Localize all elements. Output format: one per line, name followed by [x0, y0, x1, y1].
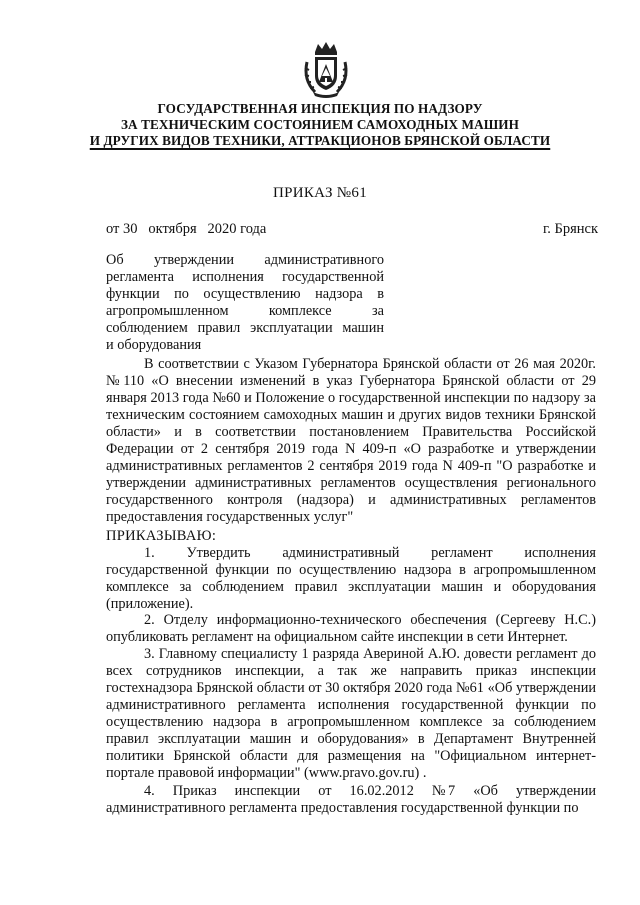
- order-item-4: 4. Приказ инспекции от 16.02.2012 №7 «Об утверждении административного регламента предоставления государственной функции по: [106, 783, 600, 816]
- organization-name-line-1: ГОСУДАРСТВЕННАЯ ИНСПЕКЦИЯ ПО НАДЗОРУ: [157, 101, 483, 116]
- order-subject-text: Об утверждении административного регламента исполнения государственной функции по осуществлению надзора в агропромышленном комплексе за соблюдением правил эксплуатации машин: [106, 252, 384, 336]
- order-subject-last-line: и оборудования: [106, 336, 202, 353]
- order-city: г. Брянск: [542, 221, 598, 237]
- order-item-3: 3. Главному специалисту 1 разряда Авериной А.Ю. довести регламент до всех сотрудников инспекции, а так же направить приказ инспекции гостехнадзора Брянской области от 30 октября 2020 года №61 «Об утверждении административного регламента исполнения государственной функции по осуществлению надзора в агропромышленном комплексе за соблюдением правил эксплуатации машин и оборудования» в Департамент Внутренней политики Брянской области для размещения на "Официальном интернет-портале правовой информации" (www.pravo.gov.ru) .: [106, 646, 596, 781]
- order-title: ПРИКАЗ №61: [272, 185, 368, 201]
- order-item-2: 2. Отделу информационно-технического обеспечения (Сергееву Н.С.) опубликовать регламент на официальном сайте инспекции в сети Интернет.: [106, 612, 596, 645]
- bryansk-coat-of-arms-icon: [301, 40, 351, 98]
- preamble-paragraph: В соответствии с Указом Губернатора Брянской области от 26 мая 2020г. №110 «О внесении изменений в указ Губернатора Брянской области от 29 января 2013 года №60 и Положение о государственной инспекции по надзору за техническим состоянием самоходных машин и других видов техники Брянской области» и в соответствии постановлением Правительства Российской Федерации от 2 сентября 2019 года N 409-п «О разработке и утверждении административных регламентов 2 сентября 2019 года N 409-п "О разработке и утверждении административных регламентов осуществления регионального государственного контроля (надзора) и административных регламентов предоставления государственных услуг": [106, 356, 596, 525]
- order-item-1: 1. Утвердить административный регламент исполнения государственной функции по осуществлению надзора в агропромышленном комплексе за соблюдением правил эксплуатации машин и оборудования (приложение).: [106, 545, 600, 612]
- order-subject: [106, 252, 384, 353]
- organization-name-line-2: ЗА ТЕХНИЧЕСКИМ СОСТОЯНИЕМ САМОХОДНЫХ МАШИН: [120, 117, 520, 132]
- organization-name-line-3: И ДРУГИХ ВИДОВ ТЕХНИКИ, АТТРАКЦИОНОВ БРЯНСКОЙ ОБЛАСТИ: [89, 133, 551, 148]
- order-date: от 30 октября 2020 года: [106, 221, 267, 237]
- order-word: ПРИКАЗЫВАЮ:: [106, 528, 217, 544]
